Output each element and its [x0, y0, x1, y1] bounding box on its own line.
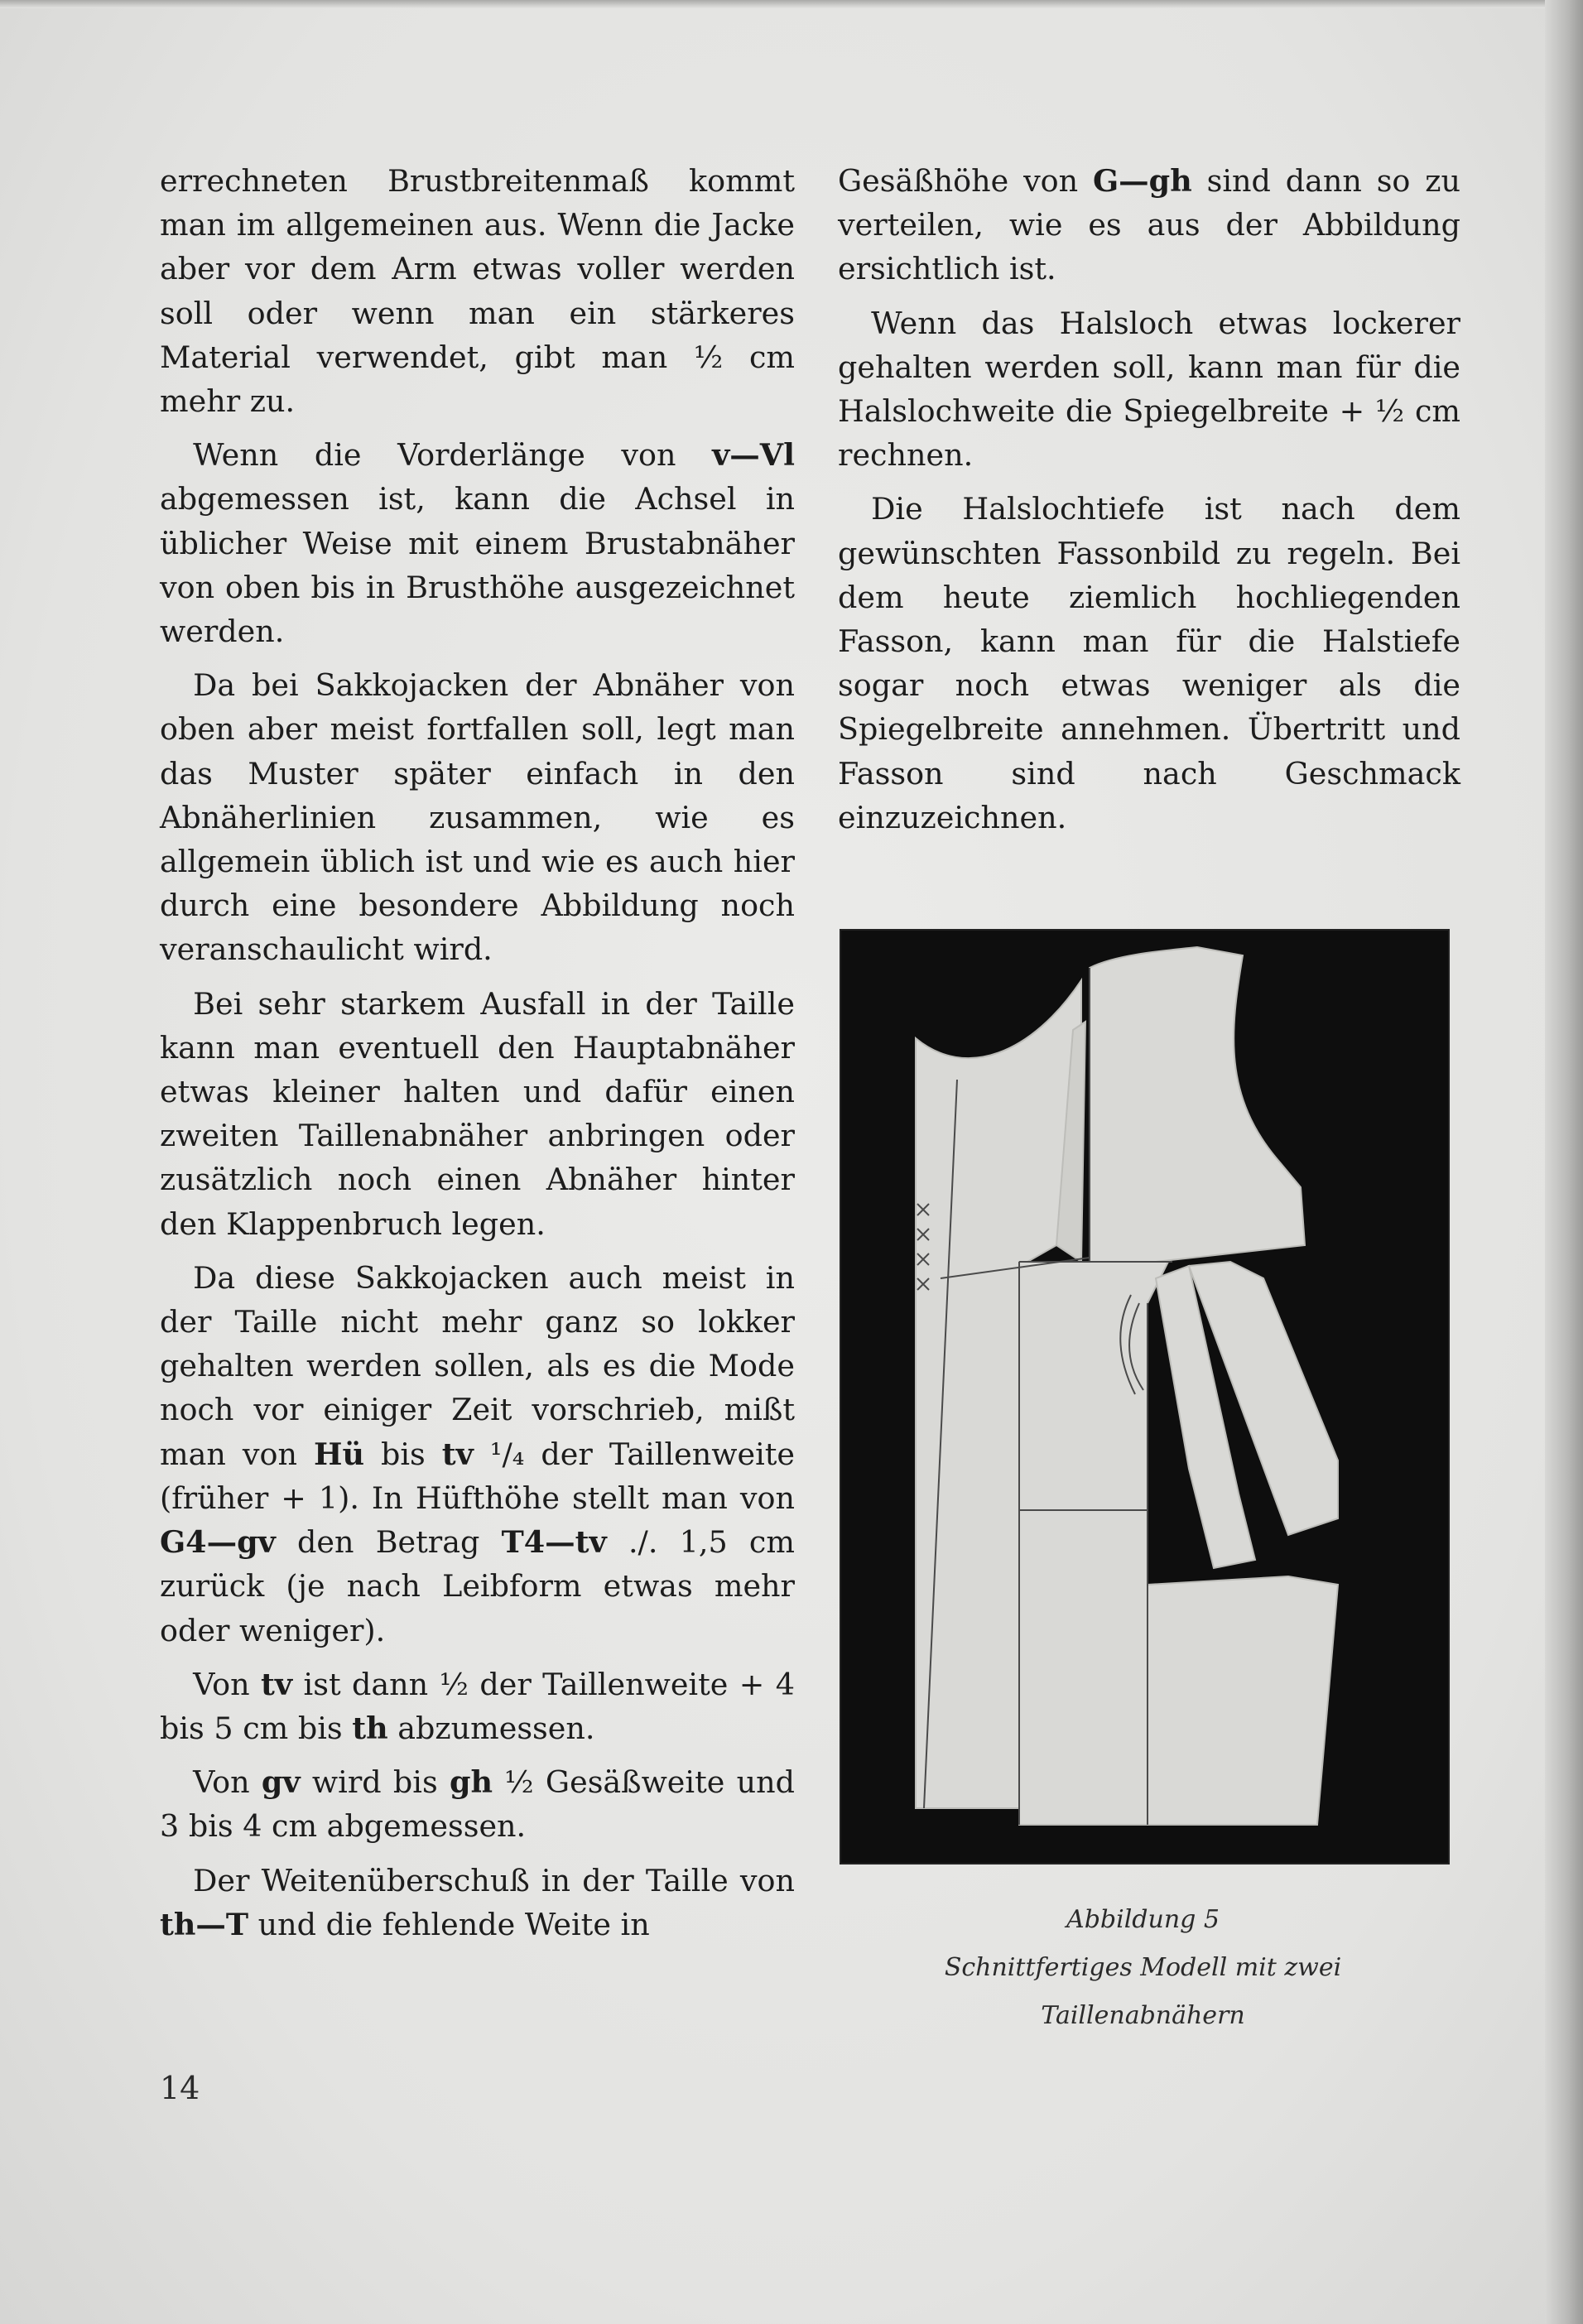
middle-lower-panel-shape [1019, 1262, 1168, 1825]
paragraph: Der Weitenüberschuß in der Taille von th—T und die fehlende Weite in [160, 1862, 795, 1942]
paragraph: Da bei Sakkojacken der Abnäher von oben aber meist fortfallen soll, legt man das Muster später einfach in den Abnäherlinien zusammen, wie es allgemein üblich ist und wie es auch hier durch eine besondere Abbildung noch veranschaulicht wird. [160, 667, 795, 968]
paragraph: Da diese Sakkojacken auch meist in der Taille nicht mehr ganz so lokker gehalten werden sollen, als es die Mode noch vor einiger Zeit vorschrieb, mißt man von Hü bis tv ¹/₄ der Taillenweite (früher + 1). In Hüfthöhe stellt man von G4—gv den Betrag T4—tv ./. 1,5 cm zurück (je nach Leibform etwas mehr oder weniger). [160, 1259, 796, 1648]
paragraph: errechneten Brustbreitenmaß kommt man im allgemeinen aus. Wenn die Jacke aber vor dem Arm etwas voller werden soll oder wenn man ein stärkeres Material verwendet, gibt man ½ cm mehr zu. [160, 163, 795, 420]
pattern-photograph [840, 929, 1450, 1864]
paragraph: Wenn die Vorderlänge von v—Vl abgemessen ist, kann die Achsel in üblicher Weise mit einem Brustabnäher von oben bis in Brusthöhe ausgezeichnet werden. [160, 437, 795, 650]
paragraph: Gesäßhöhe von G—gh sind dann so zu verteilen, wie es aus der Abbildung ersichtlich ist. [838, 163, 1460, 287]
figure-caption [840, 1896, 1446, 2040]
paragraph: Die Halslochtiefe ist nach dem gewünschten Fassonbild zu regeln. Bei dem heute ziemlich hochliegenden Fasson, kann man für die Halstiefe sogar noch etwas weniger als die Spiegelbreite annehmen. Übertritt und Fasson sind nach Geschmack einzuzeichnen. [838, 491, 1460, 835]
jacket-pattern-illustration [841, 931, 1448, 1863]
hip-extension-shape [1148, 1576, 1338, 1825]
page-right-edge [1545, 0, 1583, 2324]
right-text-column [838, 159, 1460, 849]
paragraph: Von gv wird bis gh ½ Gesäßweite und 3 bis 4 cm abgemessen. [160, 1764, 795, 1845]
page-top-edge [0, 0, 1583, 8]
page-number: 14 [160, 2070, 200, 2106]
back-panel-shape [1090, 947, 1305, 1262]
paragraph: Von tv ist dann ½ der Taillenweite + 4 bis 5 cm bis th abzumessen. [160, 1666, 795, 1746]
figure-caption-text: Schnittfertiges Modell mit zwei Taillenabnähern [944, 1953, 1342, 2030]
paragraph: Wenn das Halsloch etwas lockerer gehalten werden soll, kann man für die Halslochweite die Spiegelbreite + ½ cm rechnen. [838, 305, 1460, 474]
figure-caption-title: Abbildung 5 [1066, 1905, 1220, 1934]
paragraph: Bei sehr starkem Ausfall in der Taille kann man eventuell den Hauptabnäher etwas kleiner halten und dafür einen zweiten Taillenabnäher anbringen oder zusätzlich noch einen Abnäher hinter den Klappenbruch legen. [160, 985, 795, 1242]
left-text-column [160, 159, 795, 1956]
